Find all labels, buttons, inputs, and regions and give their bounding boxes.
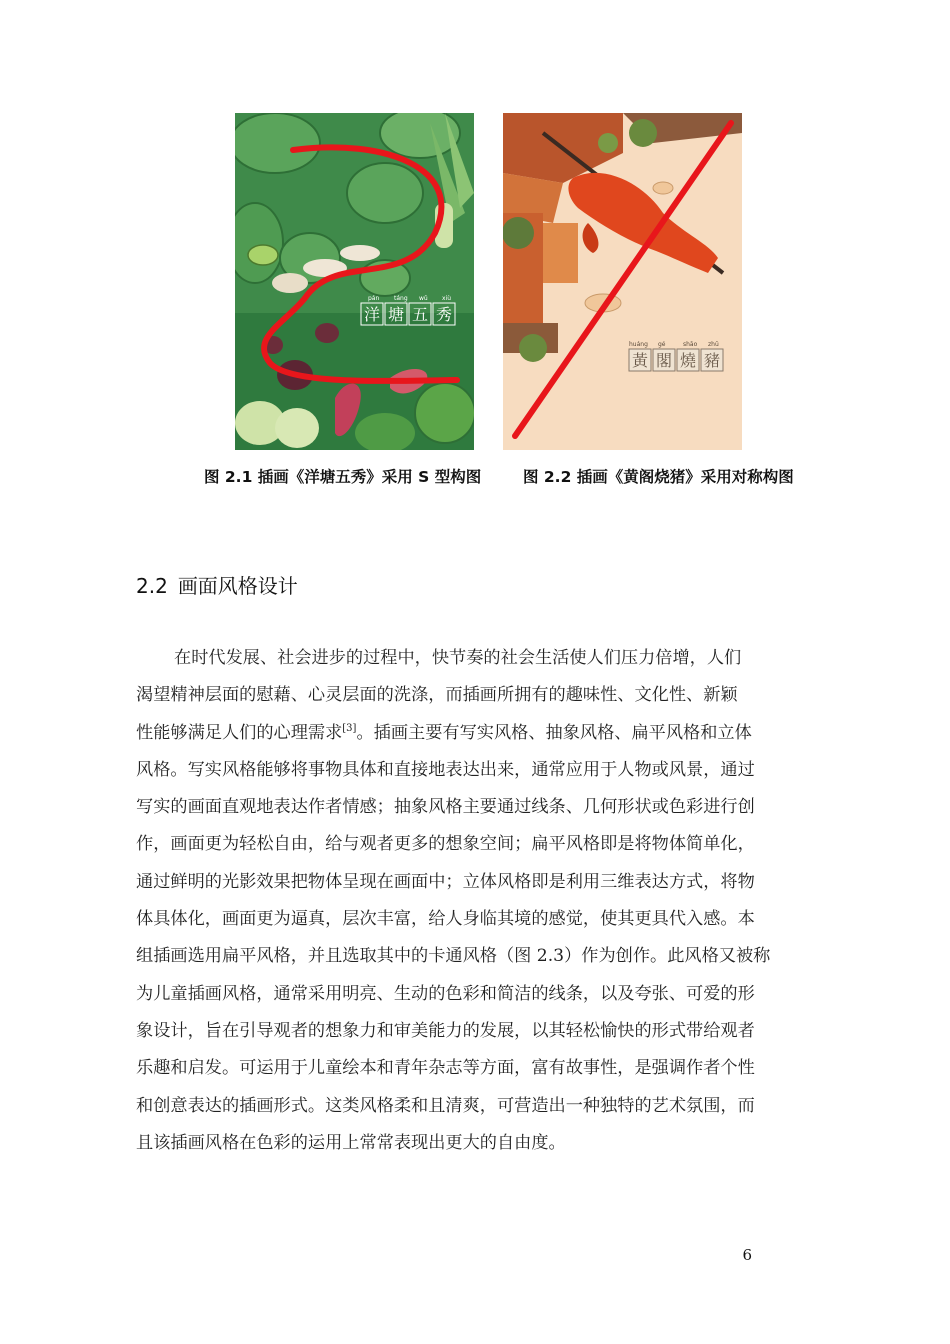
art-pinyin-3: wǔ xyxy=(419,295,428,302)
paragraph-line-with-citation xyxy=(136,715,836,752)
figure-2-1-illustration xyxy=(235,113,474,450)
art-title-char-2: 閣 xyxy=(656,351,673,370)
paragraph-line: 通过鲜明的光影效果把物体呈现在画面中；立体风格即是利用三维表达方式，将物 xyxy=(136,871,755,892)
paragraph-line-text: 风格。 xyxy=(136,759,188,780)
art-pinyin-4: xiù xyxy=(442,295,452,302)
art-pinyin-2: táng xyxy=(394,295,408,302)
paragraph-line: 乐趣和启发。可运用于儿童绘本和青年杂志等方面，富有故事性，是强调作者个性 xyxy=(136,1058,755,1079)
paragraph-line xyxy=(136,752,836,789)
paragraph-line: 在时代发展、社会进步的过程中，快节奏的社会生活使人们压力倍增，人们 xyxy=(174,648,742,668)
art-pinyin-1: pán xyxy=(368,295,380,302)
paragraph-line-text: 性能够满足人们的心理需求 xyxy=(136,722,343,743)
figure-2-1-caption: 图 2.1 插画《洋塘五秀》采用 S 型构图 xyxy=(204,468,482,486)
figure-2-2-illustration xyxy=(503,113,742,450)
paragraph-line: 且该插画风格在色彩的运用上常常表现出更大的自由度。 xyxy=(136,1132,566,1153)
section-title-text: 画面风格设计 xyxy=(177,574,298,598)
paragraph-line: 为儿童插画风格，通常采用明亮、生动的色彩和简洁的线条，以及夸张、可爱的形 xyxy=(136,983,755,1004)
paragraph-line-text: 。插画主要有写实风格、抽象风格、扁平风格和立体 xyxy=(356,722,752,743)
paragraph-line: 象设计，旨在引导观者的想象力和审美能力的发展，以其轻松愉快的形式带给观者 xyxy=(136,1020,755,1041)
body-paragraph xyxy=(136,640,836,1162)
figure-2-2-caption: 图 2.2 插画《黄阁烧猪》采用对称构图 xyxy=(523,468,794,486)
paragraph-line: 写实的画面直观地表达作者情感；抽象风格主要通过线条、几何形状或色彩进行创 xyxy=(136,797,755,818)
art-pinyin-4: zhū xyxy=(708,341,719,348)
art-pinyin-2: gé xyxy=(658,341,666,348)
art-pinyin-3: shāo xyxy=(683,341,698,348)
art-pinyin-1: huáng xyxy=(629,341,648,348)
section-heading xyxy=(136,570,298,599)
paragraph-line: 组插画选用扁平风格，并且选取其中的卡通风格（图 2.3）作为创作。此风格又被称 xyxy=(136,946,771,967)
art-title-char-3: 燒 xyxy=(680,351,697,370)
art-title-char-1: 洋 xyxy=(364,305,381,324)
citation-ref[interactable]: [3] xyxy=(342,722,357,734)
art-title-char-2: 塘 xyxy=(388,305,405,324)
paragraph-line: 和创意表达的插画形式。这类风格柔和且清爽，可营造出一种独特的艺术氛围，而 xyxy=(136,1095,755,1116)
art-title-char-3: 五 xyxy=(412,305,429,324)
art-title-char-4: 豬 xyxy=(704,351,721,370)
paragraph-line: 作，画面更为轻松自由，给与观者更多的想象空间；扁平风格即是将物体简单化， xyxy=(136,834,755,855)
art-title-char-1: 黃 xyxy=(632,351,649,370)
paragraph-line: 体具体化，画面更为逼真，层次丰富，给人身临其境的感觉，使其更具代入感。本 xyxy=(136,909,755,930)
page-number: 6 xyxy=(742,1246,752,1264)
paragraph-line-text: 写实风格能够将事物具体和直接地表达出来，通常应用于人物或风景，通过 xyxy=(187,759,755,780)
section-number: 2.2 xyxy=(136,574,168,598)
paragraph-line: 渴望精神层面的慰藉、心灵层面的洗涤，而插画所拥有的趣味性、文化性、新颖 xyxy=(136,685,738,706)
art-title-char-4: 秀 xyxy=(436,305,453,324)
